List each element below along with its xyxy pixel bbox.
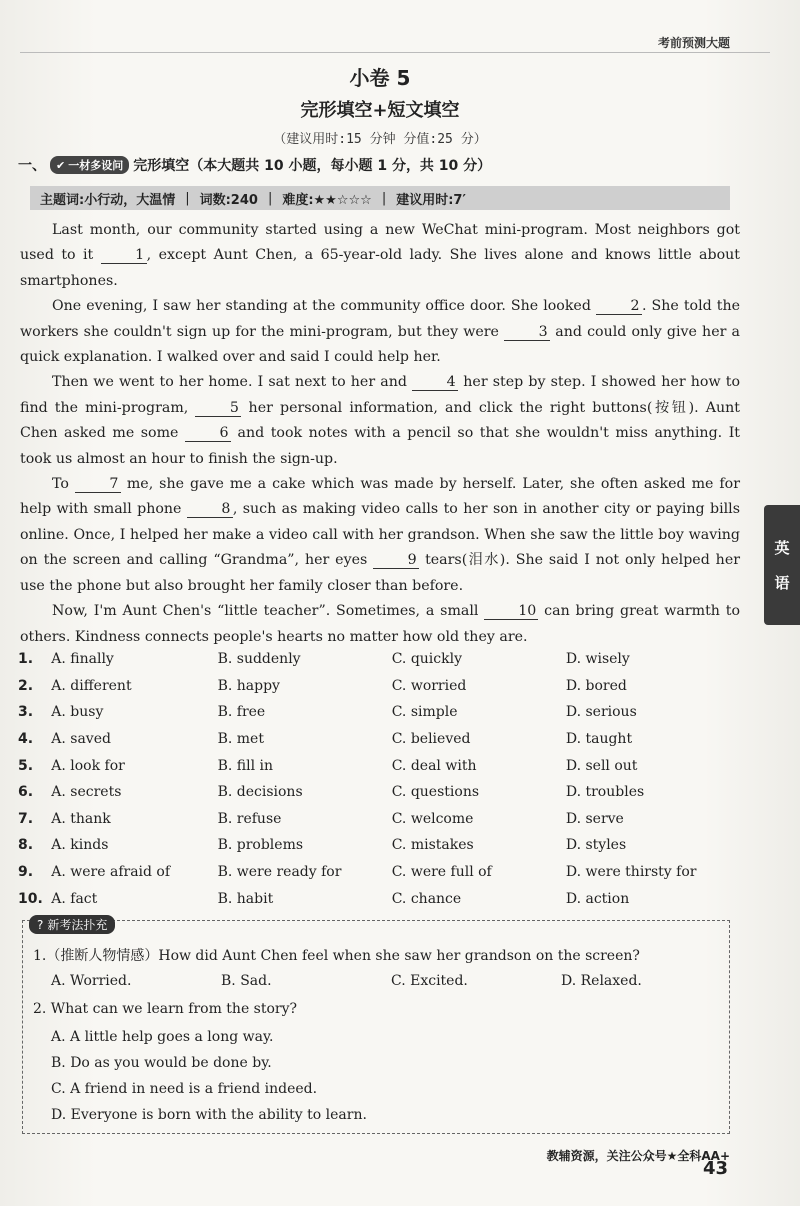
- new-question-tag-label: 新考法扑充: [47, 918, 108, 932]
- option-a: A. saved: [51, 731, 111, 748]
- option-number: 6.: [18, 784, 34, 801]
- blank-number: 2: [596, 298, 642, 315]
- blank-number: 5: [195, 400, 241, 417]
- passage-text: . She told the workers she couldn't sign up for the mini-program, but they were: [20, 298, 741, 340]
- subject-side-tab: [764, 505, 800, 625]
- cloze-passage: [20, 218, 740, 650]
- option-d: D. taught: [565, 731, 633, 748]
- option-b: B. suddenly: [217, 651, 301, 668]
- option-c: C. quickly: [391, 651, 462, 668]
- passage-text: Last month, our community started using a new WeChat mini-program. Most neighbors got used to it: [20, 222, 740, 264]
- theme-separator: |: [267, 190, 273, 206]
- option-a: A. were afraid of: [51, 864, 171, 881]
- theme-difficulty: 难度:★★☆☆☆: [282, 192, 372, 208]
- option-c: C. were full of: [391, 864, 492, 881]
- option-number: 1.: [18, 651, 34, 668]
- passage-text: and took notes with a pencil so that she wouldn't miss anything. It took us almost an hour to finish the sign-up.: [20, 425, 740, 467]
- new-question-tag: [29, 915, 115, 934]
- option-number: 8.: [18, 837, 34, 854]
- theme-separator: |: [381, 190, 387, 206]
- option-c: C. simple: [391, 704, 458, 721]
- question-2-option: A. A little help goes a long way.: [51, 1029, 274, 1045]
- option-d: D. serious: [565, 704, 637, 721]
- option-row: [18, 646, 740, 673]
- question-1-option: D. Relaxed.: [561, 973, 642, 989]
- side-tab-char: 语: [774, 574, 790, 592]
- option-d: D. bored: [565, 677, 627, 694]
- option-c: C. chance: [391, 890, 462, 907]
- question-1-options: [51, 973, 731, 989]
- option-number: 2.: [18, 677, 34, 694]
- theme-separator: |: [185, 190, 190, 206]
- side-tab-char: 英: [774, 539, 790, 557]
- option-c: C. worried: [391, 677, 467, 694]
- option-a: A. thank: [51, 810, 111, 827]
- passage-paragraph: [20, 294, 740, 370]
- option-number: 5.: [18, 757, 34, 774]
- option-number: 9.: [18, 864, 34, 881]
- blank-number: 6: [185, 425, 231, 442]
- option-d: D. action: [565, 890, 630, 907]
- passage-text: her step by step. I showed her how to find the mini-program,: [20, 374, 740, 416]
- option-c: C. deal with: [391, 757, 477, 774]
- option-row: [18, 859, 740, 886]
- theme-word-count: 词数:240: [199, 192, 258, 208]
- option-b: B. were ready for: [217, 864, 342, 881]
- section-heading-text: 完形填空（本大题共 10 小题，每小题 1 分，共 10 分）: [133, 158, 492, 174]
- option-a: A. fact: [51, 890, 98, 907]
- passage-paragraph: [20, 218, 740, 294]
- passage-text: can bring great warmth to others. Kindness connects people's hearts no matter how old they are.: [20, 603, 740, 645]
- option-b: B. free: [217, 704, 266, 721]
- passage-paragraph: [20, 370, 740, 472]
- option-b: B. decisions: [217, 784, 303, 801]
- page-title: 小卷 5: [349, 66, 411, 90]
- option-d: D. sell out: [565, 757, 638, 774]
- question-mark-icon: ?: [37, 917, 44, 932]
- option-row: [18, 806, 740, 833]
- header-divider: [20, 52, 770, 53]
- option-row: [18, 832, 740, 859]
- question-1-option: B. Sad.: [221, 973, 272, 989]
- passage-text: me, she gave me a cake which was made by herself. Later, she often asked me for help with small phone: [20, 476, 740, 518]
- question-2-option: C. A friend in need is a friend indeed.: [51, 1081, 318, 1097]
- blank-number: 3: [504, 324, 550, 341]
- time-score-meta: （建议用时:15 分钟 分值:25 分）: [273, 132, 487, 147]
- question-2: 2. What can we learn from the story?: [33, 1001, 298, 1017]
- passage-paragraph: [20, 599, 740, 650]
- option-b: B. met: [217, 731, 264, 748]
- option-row: [18, 752, 740, 779]
- new-question-box: [22, 917, 730, 1134]
- passage-text: , except Aunt Chen, a 65-year-old lady. She lives alone and knows little about smartphones.: [20, 247, 740, 289]
- option-number: 10.: [18, 890, 43, 907]
- option-d: D. styles: [565, 837, 627, 854]
- option-d: D. troubles: [565, 784, 645, 801]
- question-2-option: B. Do as you would be done by.: [51, 1055, 272, 1071]
- option-number: 7.: [18, 810, 34, 827]
- question-1-option: C. Excited.: [391, 973, 468, 989]
- page-number: 43: [702, 1158, 728, 1179]
- passage-text: Then we went to her home. I sat next to her and: [52, 374, 413, 391]
- page-subtitle: 完形填空+短文填空: [300, 100, 460, 121]
- passage-text: , such as making video calls to her son in another city or paying bills online. Once, I helped her make a video call with her grandson. When she saw the little boy waving on the screen and calling “Grandma”, her eyes: [20, 501, 740, 569]
- header-label: 考前预测大题: [657, 36, 730, 50]
- check-icon: ✔: [56, 158, 66, 172]
- passage-text: Now, I'm Aunt Chen's “little teacher”. Sometimes, a small: [52, 603, 485, 620]
- option-a: A. busy: [51, 704, 104, 721]
- passage-paragraph: [20, 472, 740, 599]
- blank-number: 7: [75, 476, 121, 493]
- option-d: D. wisely: [565, 651, 630, 668]
- passage-text: To: [52, 476, 75, 493]
- passage-text: tears(泪水). She said I not only helped her use the phone but also brought her family closer than before.: [20, 552, 740, 594]
- option-d: D. were thirsty for: [565, 864, 697, 881]
- section-badge: [50, 156, 129, 174]
- option-b: B. fill in: [217, 757, 274, 774]
- theme-topic: 主题词:小行动，大温情: [40, 192, 176, 208]
- blank-number: 1: [101, 247, 147, 264]
- cloze-options: [18, 646, 740, 912]
- section-badge-label: 一材多设问: [68, 159, 124, 172]
- blank-number: 9: [373, 552, 419, 569]
- option-b: B. refuse: [217, 810, 282, 827]
- option-number: 3.: [18, 704, 34, 721]
- option-b: B. habit: [217, 890, 274, 907]
- option-c: C. welcome: [391, 810, 474, 827]
- option-c: C. questions: [391, 784, 480, 801]
- question-1: 1.（推断人物情感）How did Aunt Chen feel when she saw her grandson on the screen?: [33, 948, 640, 964]
- option-row: [18, 726, 740, 753]
- option-b: B. problems: [217, 837, 304, 854]
- section-prefix: 一、: [18, 158, 46, 174]
- option-row: [18, 885, 740, 912]
- passage-text: One evening, I saw her standing at the community office door. She looked: [52, 298, 596, 315]
- theme-bar: [30, 186, 730, 210]
- blank-number: 10: [484, 603, 538, 620]
- option-a: A. look for: [51, 757, 125, 774]
- option-number: 4.: [18, 731, 34, 748]
- footer-note: 教辅资源，关注公众号★全科AA+: [546, 1149, 730, 1163]
- option-a: A. kinds: [51, 837, 109, 854]
- option-a: A. secrets: [51, 784, 122, 801]
- option-row: [18, 779, 740, 806]
- option-d: D. serve: [565, 810, 624, 827]
- blank-number: 8: [187, 501, 233, 518]
- option-row: [18, 673, 740, 700]
- passage-text: her personal information, and click the right buttons(按钮). Aunt Chen asked me some: [20, 399, 740, 442]
- blank-number: 4: [412, 374, 458, 391]
- option-a: A. finally: [51, 651, 114, 668]
- question-1-option: A. Worried.: [51, 973, 132, 989]
- option-c: C. believed: [391, 731, 471, 748]
- section-heading: [18, 155, 491, 175]
- option-a: A. different: [51, 677, 132, 694]
- theme-time: 建议用时:7′: [396, 192, 466, 208]
- question-2-option: D. Everyone is born with the ability to learn.: [51, 1107, 367, 1123]
- option-c: C. mistakes: [391, 837, 474, 854]
- passage-text: and could only give her a quick explanation. I walked over and said I could help her.: [20, 323, 740, 366]
- option-row: [18, 699, 740, 726]
- option-b: B. happy: [217, 677, 280, 694]
